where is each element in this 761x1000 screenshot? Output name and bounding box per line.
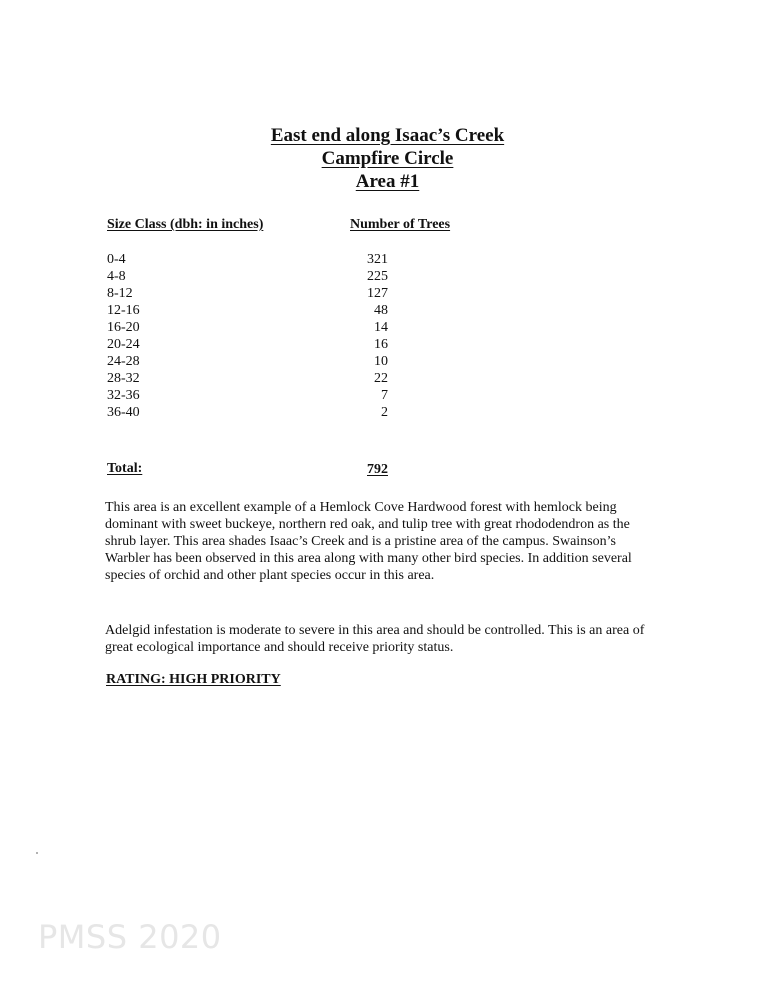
tree-count-cell: 48 — [374, 303, 388, 318]
column-header-size-class: Size Class (dbh: in inches) — [107, 217, 264, 232]
size-class-cell: 4-8 — [107, 269, 126, 284]
table-row — [107, 387, 407, 404]
tree-count-cell: 10 — [374, 354, 388, 369]
total-value: 792 — [367, 462, 388, 477]
title-line-site: Campfire Circle — [321, 148, 454, 169]
size-class-cell: 20-24 — [107, 337, 140, 352]
table-row — [107, 404, 407, 421]
table-row — [107, 336, 407, 353]
tree-count-cell: 14 — [374, 320, 388, 335]
tree-count-cell: 321 — [367, 252, 388, 267]
tree-count-cell: 7 — [381, 388, 388, 403]
size-class-cell: 24-28 — [107, 354, 140, 369]
priority-rating: RATING: HIGH PRIORITY — [106, 672, 281, 687]
size-class-cell: 16-20 — [107, 320, 140, 335]
table-row — [107, 251, 407, 268]
column-header-number-of-trees: Number of Trees — [350, 217, 451, 232]
tree-count-table — [107, 251, 407, 421]
total-label: Total: — [107, 461, 143, 476]
size-class-cell: 36-40 — [107, 405, 140, 420]
description-paragraph: This area is an excellent example of a Hemlock Cove Hardwood forest with hemlock being dominant with sweet buckeye, northern red oak, and tulip tree with great rhododendron as the shrub layer. This area shades Isaac’s Creek and is a pristine area of the campus. Swainson’s Warbler has been observed in this area along with many other bird species. In addition several species of orchid and other plant species occur in this area. — [105, 500, 632, 583]
table-row — [107, 268, 407, 285]
title-line-area: Area #1 — [355, 171, 420, 192]
size-class-cell: 0-4 — [107, 252, 126, 267]
table-row — [107, 319, 407, 336]
scan-speck — [36, 852, 38, 854]
table-row — [107, 370, 407, 387]
size-class-cell: 8-12 — [107, 286, 133, 301]
tree-count-cell: 16 — [374, 337, 388, 352]
tree-count-cell: 2 — [381, 405, 388, 420]
title-line-location: East end along Isaac’s Creek — [270, 125, 505, 146]
table-row — [107, 302, 407, 319]
size-class-cell: 12-16 — [107, 303, 140, 318]
table-row — [107, 285, 407, 302]
tree-count-cell: 22 — [374, 371, 388, 386]
size-class-cell: 28-32 — [107, 371, 140, 386]
tree-count-cell: 225 — [367, 269, 388, 284]
size-class-cell: 32-36 — [107, 388, 140, 403]
adelgid-paragraph: Adelgid infestation is moderate to severe in this area and should be controlled. This is an area of great ecological importance and should receive priority status. — [105, 623, 645, 655]
title-block — [0, 124, 761, 193]
watermark: PMSS 2020 — [38, 918, 222, 956]
table-row — [107, 353, 407, 370]
tree-count-cell: 127 — [367, 286, 388, 301]
